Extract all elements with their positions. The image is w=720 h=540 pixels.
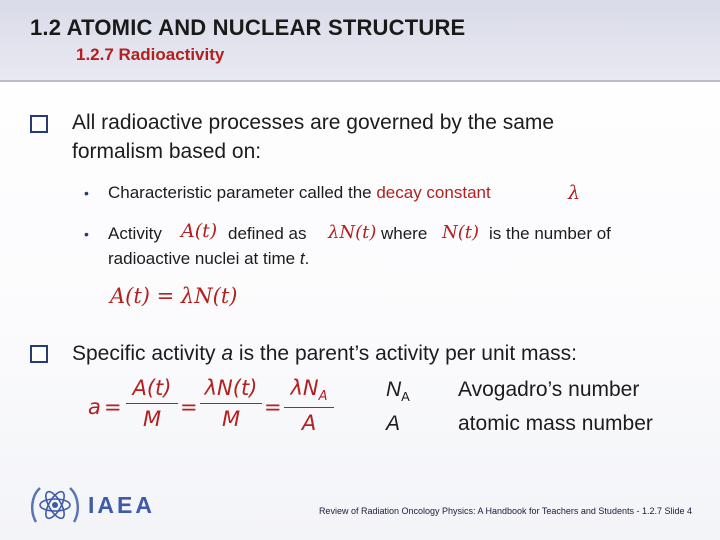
f3-numerator-main: λN (290, 376, 319, 400)
lambda-symbol: λ (568, 182, 581, 204)
fraction-lambda-n-mass (200, 376, 262, 431)
activity-equation: A(t) = λN(t) (110, 284, 238, 308)
point2-line-pre: Specific activity (72, 342, 222, 365)
lambda-n-symbol: λN(t) (328, 222, 377, 243)
na-symbol-main: N (386, 378, 402, 401)
bullet2-where: where (381, 224, 428, 243)
bullet2-period: . (304, 249, 310, 268)
mass-number-label: atomic mass number (458, 412, 653, 435)
activity-symbol: A(t) (181, 220, 218, 242)
eq-equals-2: = (180, 395, 198, 419)
bullet-dot-icon: • (84, 226, 89, 242)
fraction-lambda-na-a (284, 376, 334, 435)
point1-line1: All radioactive processes are governed by the same (72, 111, 555, 134)
bullet2-activity: Activity (108, 224, 162, 243)
n-t-symbol: N(t) (442, 222, 480, 243)
f2-denominator: M (221, 407, 241, 431)
bullet2-is: is the number of (489, 224, 611, 243)
eq-equals-3: = (264, 395, 282, 419)
bullet2-defined: defined as (228, 224, 307, 243)
decay-constant-highlight: decay constant (376, 183, 491, 202)
point1-line2: formalism based on: (72, 140, 262, 163)
time-variable: t (299, 249, 305, 268)
checkbox-bullet-icon (30, 345, 48, 363)
f3-numerator-sub: A (318, 389, 328, 405)
header-divider (0, 80, 720, 82)
eq-equals-1: = (104, 395, 122, 419)
slide-subtitle: 1.2.7 Radioactivity (76, 45, 225, 64)
f3-denominator: A (301, 411, 317, 436)
f1-bar (126, 403, 178, 404)
f2-bar (200, 403, 262, 404)
iaea-logo-emblem-icon (28, 482, 82, 528)
checkbox-bullet-icon (30, 115, 48, 133)
footer-reference: Review of Radiation Oncology Physics: A Handbook for Teachers and Students - 1.2.7 Slide 4 (318, 506, 692, 516)
bullet2-line2-text: radioactive nuclei at time (108, 249, 300, 268)
bullet1-text (108, 183, 491, 203)
na-symbol (386, 378, 410, 404)
avogadro-label: Avogadro’s number (458, 378, 640, 401)
f2-numerator: λN(t) (204, 376, 258, 400)
f3-bar (284, 407, 334, 408)
fraction-activity-mass (126, 376, 178, 431)
na-symbol-sub: A (401, 389, 410, 405)
iaea-logo-text: IAEA (88, 492, 155, 518)
specific-activity-variable: a (221, 342, 234, 365)
bullet2-line2 (108, 249, 309, 269)
f1-denominator: M (142, 407, 162, 431)
f3-numerator (284, 376, 334, 404)
point2-line-post: is the parent’s activity per unit mass: (233, 342, 578, 365)
bullet1-lead: Characteristic parameter called the (108, 183, 377, 202)
bullet-dot-icon: • (84, 185, 89, 201)
slide-title: 1.2 ATOMIC AND NUCLEAR STRUCTURE (30, 15, 466, 40)
a-symbol: A (386, 412, 401, 435)
eq-a: a (88, 395, 101, 419)
point2-line (72, 342, 577, 366)
f1-numerator: A(t) (132, 376, 172, 400)
